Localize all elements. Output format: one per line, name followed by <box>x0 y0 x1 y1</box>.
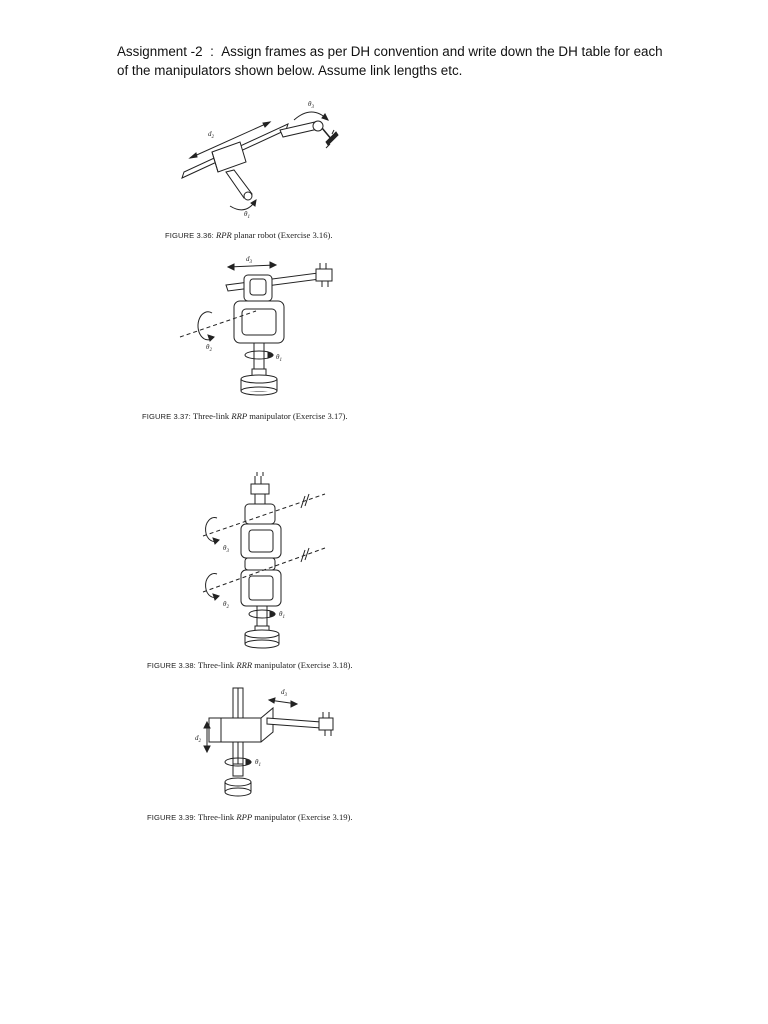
figure-caption <box>147 812 353 822</box>
figure-caption-text: manipulator (Exercise 3.19). <box>254 812 353 822</box>
symbol-d2: $d_2$ <box>208 130 214 140</box>
figure-caption-text: manipulator (Exercise 3.17). <box>249 411 348 421</box>
symbol-theta3: $\theta_3$ <box>308 100 314 110</box>
assignment-title: Assignment -2 <box>117 44 203 59</box>
rpr-planar-robot-diagram <box>160 92 400 222</box>
symbol-d2: $d_2$ <box>195 734 201 744</box>
symbol-theta1: $\theta_1$ <box>255 758 261 768</box>
symbol-d3: $d_3$ <box>246 255 252 265</box>
symbol-theta2: $\theta_2$ <box>206 343 212 353</box>
figure-label: FIGURE 3.38: <box>147 661 196 670</box>
figure-caption-text: manipulator (Exercise 3.18). <box>254 660 353 670</box>
symbol-theta2: $\theta_2$ <box>223 600 229 610</box>
assignment-heading <box>117 42 677 80</box>
figure-caption <box>147 660 353 670</box>
rpp-manipulator-diagram <box>145 682 395 807</box>
figure-caption <box>142 411 348 421</box>
figure-3-36 <box>160 92 400 240</box>
figure-joint-code: RRR <box>236 660 253 670</box>
figure-label: FIGURE 3.36: <box>165 231 214 240</box>
figure-3-37 <box>140 255 390 421</box>
figure-joint-code: RRP <box>231 411 248 421</box>
figure-3-39 <box>145 682 395 822</box>
symbol-theta1: $\theta_1$ <box>244 210 250 220</box>
symbol-theta1: $\theta_1$ <box>276 353 282 363</box>
figure-label: FIGURE 3.39: <box>147 813 196 822</box>
figure-caption-prefix: Three-link <box>192 411 230 421</box>
figure-caption <box>165 230 333 240</box>
figure-caption-prefix: Three-link <box>197 660 235 670</box>
assignment-instructions: Assign frames as per DH convention and write down the DH table for each of the manipulators shown below. Assume link lengths etc. <box>117 44 663 78</box>
figure-caption-prefix: Three-link <box>197 812 235 822</box>
figure-3-38 <box>145 470 395 670</box>
figure-label: FIGURE 3.37: <box>142 412 191 421</box>
figure-joint-code: RPP <box>236 812 253 822</box>
symbol-theta1: $\theta_1$ <box>279 610 285 620</box>
rrp-manipulator-diagram <box>140 255 390 405</box>
symbol-d3: $d_3$ <box>281 688 287 698</box>
figure-caption-text: planar robot (Exercise 3.16). <box>233 230 333 240</box>
assignment-separator: : <box>210 44 214 59</box>
figure-joint-code: RPR <box>216 230 232 240</box>
symbol-theta3: $\theta_3$ <box>223 544 229 554</box>
rrr-manipulator-diagram <box>145 470 395 655</box>
